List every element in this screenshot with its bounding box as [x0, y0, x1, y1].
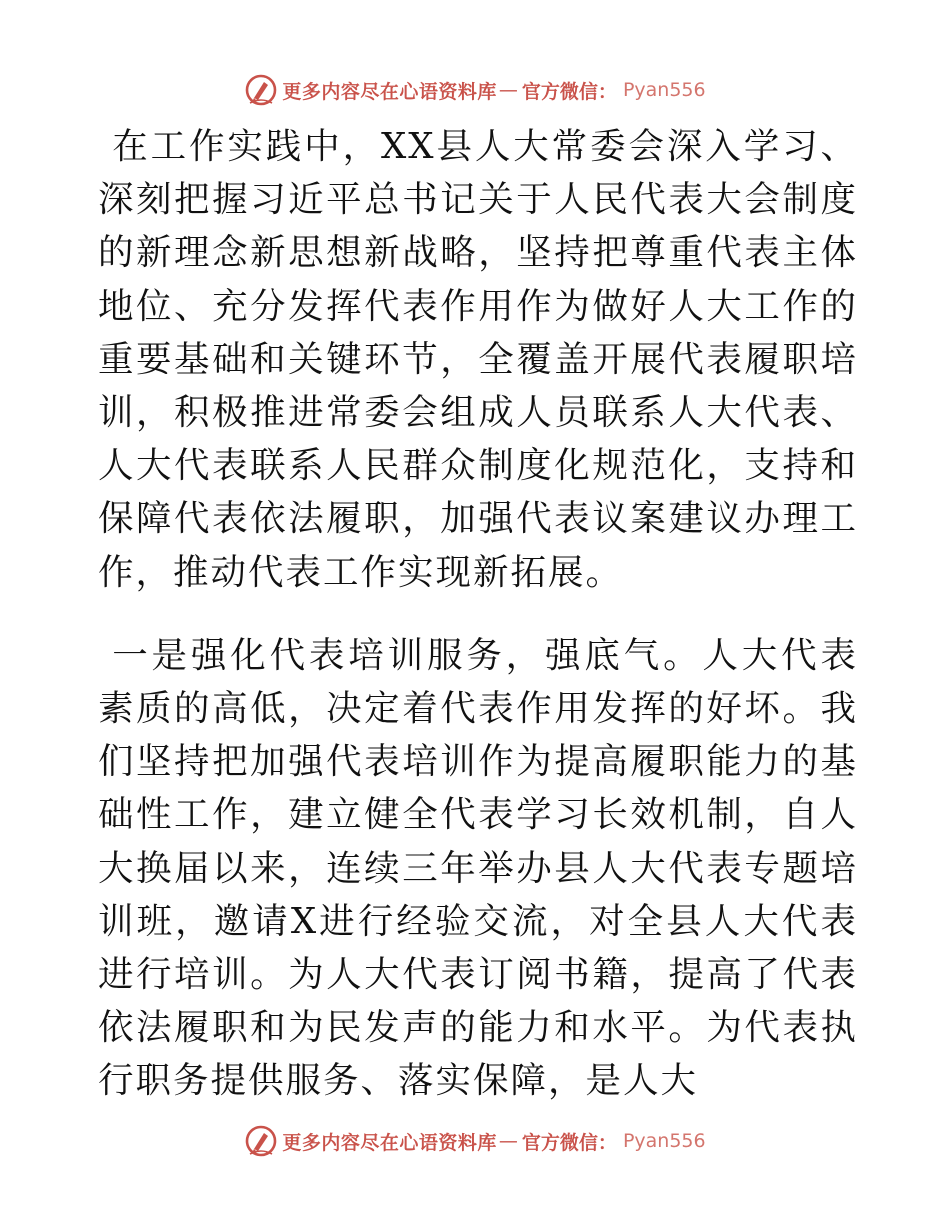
banner-main-text: 更多内容尽在心语资料库 — [282, 1131, 497, 1154]
banner-wechat-label: 官方微信： — [521, 80, 617, 103]
pen-logo-icon — [244, 73, 278, 107]
banner-separator: — — [498, 1130, 518, 1152]
document-body — [98, 120, 858, 1108]
banner-wechat-label: 官方微信： — [521, 1131, 617, 1154]
paragraph-training: 一是强化代表培训服务，强底气。人大代表素质的高低，决定着代表作用发挥的好坏。我们坚持把加强代表培训作为提高履职能力的基础性工作，建立健全代表学习长效机制，自人大换届以来，连续三年举办县人大代表专题培训班，邀请X进行经验交流，对全县人大代表进行培训。为人大代表订阅书籍，提高了代表依法履职和为民发声的能力和水平。为代表执行职务提供服务、落实保障，是人大 — [98, 634, 858, 1102]
banner-main-text: 更多内容尽在心语资料库 — [282, 80, 497, 103]
header-watermark-banner — [0, 70, 950, 110]
banner-wechat-id: Pyan556 — [622, 79, 706, 101]
banner-separator: — — [498, 79, 518, 101]
paragraph-intro: 在工作实践中，XX县人大常委会深入学习、深刻把握习近平总书记关于人民代表大会制度的新理念新思想新战略，坚持把尊重代表主体地位、充分发挥代表作用作为做好人大工作的重要基础和关键环节，全覆盖开展代表履职培训，积极推进常委会组成人员联系人大代表、人大代表联系人民群众制度化规范化，支持和保障代表依法履职，加强代表议案建议办理工作，推动代表工作实现新拓展。 — [98, 126, 858, 593]
banner-wechat-id: Pyan556 — [622, 1130, 706, 1152]
footer-watermark-banner — [0, 1121, 950, 1161]
pen-logo-icon — [244, 1124, 278, 1158]
